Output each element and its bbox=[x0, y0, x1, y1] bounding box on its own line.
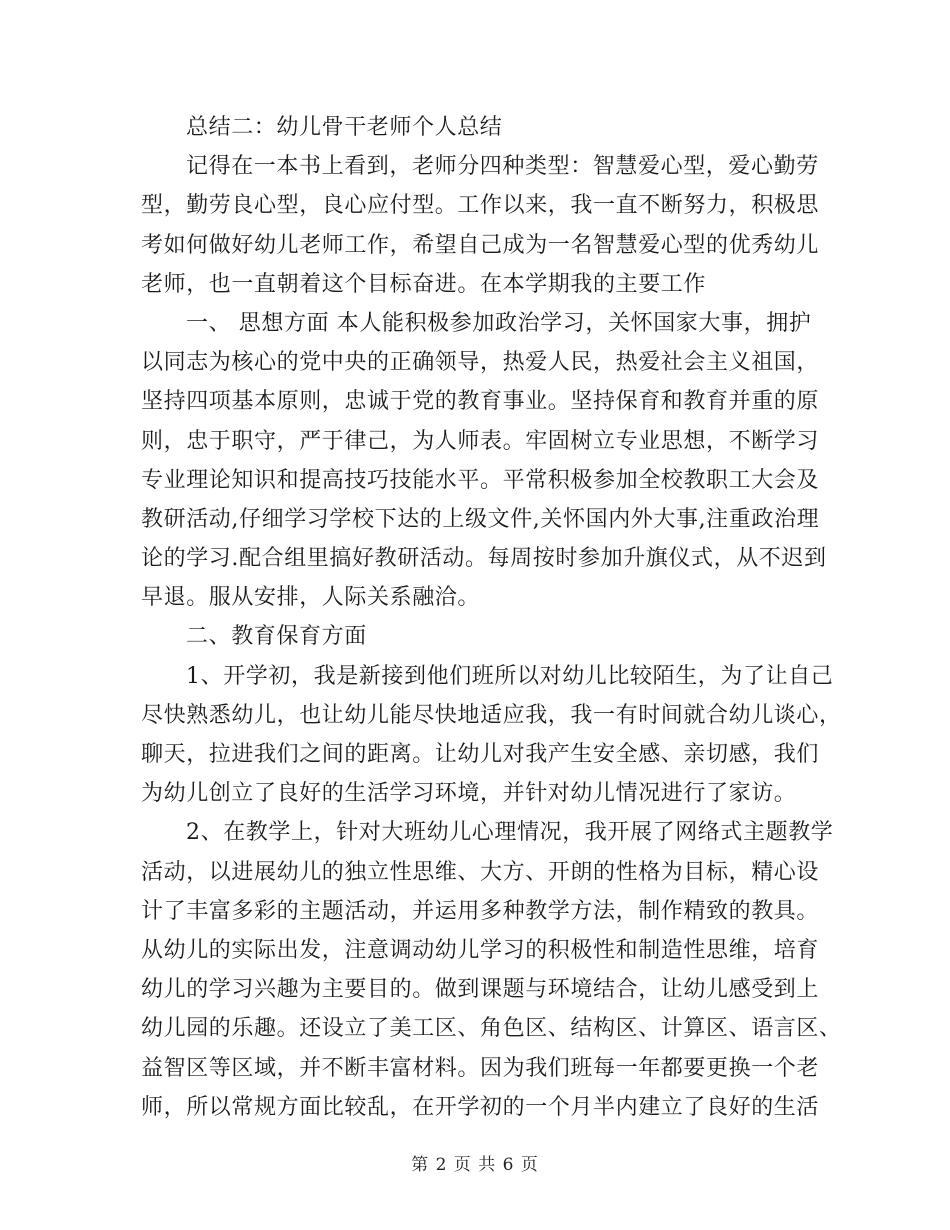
text-line: 2、在教学上，针对大班幼儿心理情况，我开展了网络式主题教学 bbox=[186, 820, 834, 846]
text-line: 益智区等区域，并不断丰富材料。因为我们班每一年都要更换一个老 bbox=[141, 1055, 820, 1081]
text-line: 从幼儿的实际出发，注意调动幼儿学习的积极性和制造性思维，培育 bbox=[141, 937, 820, 963]
page-number-footer: 第 2 页 共 6 页 bbox=[411, 1155, 539, 1175]
text-line: 早退。服从安排，人际关系融洽。 bbox=[141, 585, 481, 611]
text-line: 以同志为核心的党中央的正确领导，热爱人民，热爱社会主义祖国， bbox=[141, 350, 820, 376]
text-line: 二、教育保育方面 bbox=[186, 624, 367, 650]
text-line: 论的学习.配合组里搞好教研活动。每周按时参加升旗仪式，从不迟到 bbox=[141, 546, 827, 572]
text-line: 计了丰富多彩的主题活动，并运用多种教学方法，制作精致的教具。 bbox=[141, 898, 820, 924]
text-line: 活动，以进展幼儿的独立性思维、大方、开朗的性格为目标，精心设 bbox=[141, 859, 820, 885]
text-line: 教研活动,仔细学习学校下达的上级文件,关怀国内外大事,注重政治理 bbox=[141, 506, 820, 532]
text-line: 专业理论知识和提高技巧技能水平。平常积极参加全校教职工大会及 bbox=[141, 467, 820, 493]
section-heading: 总结二：幼儿骨干老师个人总结 bbox=[186, 115, 503, 140]
document-body bbox=[141, 108, 842, 1127]
text-line: 为幼儿创立了良好的生活学习环境，并针对幼儿情况进行了家访。 bbox=[141, 781, 797, 807]
text-line: 型，勤劳良心型，良心应付型。工作以来，我一直不断努力，积极思 bbox=[141, 193, 820, 219]
text-line: 聊天，拉进我们之间的距离。让幼儿对我产生安全感、亲切感，我们 bbox=[141, 742, 820, 767]
text-line: 老师，也一直朝着这个目标奋进。在本学期我的主要工作 bbox=[141, 271, 707, 297]
text-line: 坚持四项基本原则，忠诚于党的教育事业。坚持保育和教育并重的原 bbox=[141, 389, 820, 415]
text-line: 幼儿的学习兴趣为主要目的。做到课题与环境结合，让幼儿感受到上 bbox=[141, 977, 820, 1003]
text-line: 尽快熟悉幼儿，也让幼儿能尽快地适应我，我一有时间就合幼儿谈心， bbox=[141, 702, 842, 728]
text-line: 记得在一本书上看到，老师分四种类型：智慧爱心型，爱心勤劳 bbox=[186, 154, 819, 180]
text-line: 则，忠于职守，严于律己，为人师表。牢固树立专业思想，不断学习 bbox=[141, 428, 820, 454]
text-line: 1、开学初，我是新接到他们班所以对幼儿比较陌生，为了让自己 bbox=[186, 663, 834, 689]
text-line: 考如何做好幼儿老师工作，希望自己成为一名智慧爱心型的优秀幼儿 bbox=[141, 232, 820, 258]
text-line: 一、 思想方面 本人能积极参加政治学习，关怀国家大事，拥护 bbox=[186, 310, 812, 336]
text-line: 师，所以常规方面比较乱，在开学初的一个月半内建立了良好的生活 bbox=[141, 1094, 820, 1120]
text-line: 幼儿园的乐趣。还设立了美工区、角色区、结构区、计算区、语言区、 bbox=[141, 1016, 842, 1042]
